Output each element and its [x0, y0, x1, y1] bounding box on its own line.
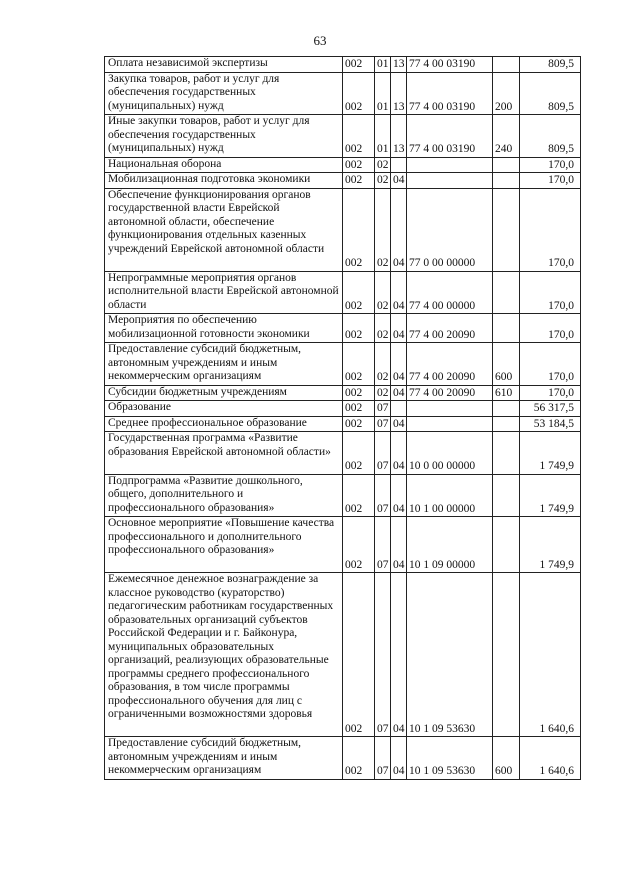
- expense-type-cell: 200: [493, 72, 520, 115]
- subsection-code-cell: 04: [391, 474, 407, 517]
- subsection-code-cell: 04: [391, 188, 407, 271]
- grbs-code-cell: 002: [343, 173, 375, 189]
- target-article-cell: 10 1 09 00000: [407, 517, 493, 573]
- section-code-cell: 07: [375, 573, 391, 737]
- row-name-cell: Ежемесячное денежное вознаграждение за классное руководство (кураторство) педагогическим работникам государственных образовательных организаций субъектов Российской Федерации и г. Байконура, муниципальных образовательных организаций, реализующих образовательные программы среднего профессионального образования, в том числе программы профессионального обучения для лиц с ограниченными возможностями здоровья: [105, 573, 343, 737]
- table-row: [105, 517, 581, 573]
- expense-type-cell: [493, 271, 520, 314]
- table-row: [105, 57, 581, 73]
- table-row: [105, 573, 581, 737]
- grbs-code-cell: 002: [343, 188, 375, 271]
- amount-cell: 170,0: [520, 314, 581, 343]
- table-row: [105, 72, 581, 115]
- target-article-cell: 77 4 00 03190: [407, 57, 493, 73]
- expense-type-cell: 240: [493, 115, 520, 158]
- amount-cell: 1 640,6: [520, 737, 581, 780]
- section-code-cell: 02: [375, 343, 391, 386]
- row-name-cell: Мобилизационная подготовка экономики: [105, 173, 343, 189]
- table-row: [105, 188, 581, 271]
- table-row: [105, 416, 581, 432]
- expense-type-cell: [493, 173, 520, 189]
- row-name-cell: Оплата независимой экспертизы: [105, 57, 343, 73]
- grbs-code-cell: 002: [343, 385, 375, 401]
- row-name-cell: Субсидии бюджетным учреждениям: [105, 385, 343, 401]
- grbs-code-cell: 002: [343, 474, 375, 517]
- row-name-cell: Предоставление субсидий бюджетным, автономным учреждениям и иным некоммерческим организациям: [105, 343, 343, 386]
- target-article-cell: 77 4 00 03190: [407, 72, 493, 115]
- amount-cell: 170,0: [520, 188, 581, 271]
- target-article-cell: 77 4 00 20090: [407, 385, 493, 401]
- amount-cell: 53 184,5: [520, 416, 581, 432]
- table-row: [105, 115, 581, 158]
- section-code-cell: 07: [375, 416, 391, 432]
- grbs-code-cell: 002: [343, 72, 375, 115]
- row-name-cell: Национальная оборона: [105, 157, 343, 173]
- row-name-cell: Образование: [105, 401, 343, 417]
- amount-cell: 809,5: [520, 115, 581, 158]
- grbs-code-cell: 002: [343, 432, 375, 475]
- row-name-cell: Непрограммные мероприятия органов исполнительной власти Еврейской автономной области: [105, 271, 343, 314]
- section-code-cell: 02: [375, 271, 391, 314]
- row-name-cell: Среднее профессиональное образование: [105, 416, 343, 432]
- page-number: 63: [313, 33, 327, 48]
- target-article-cell: 77 4 00 20090: [407, 343, 493, 386]
- subsection-code-cell: 04: [391, 432, 407, 475]
- row-name-cell: Обеспечение функционирования органов государственной власти Еврейской автономной области, обеспечение функционирования отдельных казенных учреждений Еврейской автономной области: [105, 188, 343, 271]
- target-article-cell: [407, 416, 493, 432]
- expense-type-cell: 610: [493, 385, 520, 401]
- grbs-code-cell: 002: [343, 343, 375, 386]
- section-code-cell: 02: [375, 314, 391, 343]
- subsection-code-cell: 04: [391, 271, 407, 314]
- amount-cell: 809,5: [520, 72, 581, 115]
- table-row: [105, 474, 581, 517]
- expense-type-cell: [493, 474, 520, 517]
- target-article-cell: 10 1 09 53630: [407, 573, 493, 737]
- amount-cell: 170,0: [520, 173, 581, 189]
- grbs-code-cell: 002: [343, 401, 375, 417]
- grbs-code-cell: 002: [343, 314, 375, 343]
- table-row: [105, 271, 581, 314]
- amount-cell: 170,0: [520, 157, 581, 173]
- table-row: [105, 432, 581, 475]
- subsection-code-cell: 04: [391, 385, 407, 401]
- target-article-cell: 77 0 00 00000: [407, 188, 493, 271]
- subsection-code-cell: 13: [391, 72, 407, 115]
- subsection-code-cell: 04: [391, 737, 407, 780]
- subsection-code-cell: [391, 401, 407, 417]
- section-code-cell: 02: [375, 188, 391, 271]
- grbs-code-cell: 002: [343, 416, 375, 432]
- row-name-cell: Подпрограмма «Развитие дошкольного, общего, дополнительного и профессионального образования»: [105, 474, 343, 517]
- subsection-code-cell: [391, 157, 407, 173]
- grbs-code-cell: 002: [343, 271, 375, 314]
- expense-type-cell: [493, 416, 520, 432]
- amount-cell: 170,0: [520, 271, 581, 314]
- expense-type-cell: [493, 188, 520, 271]
- target-article-cell: 10 0 00 00000: [407, 432, 493, 475]
- expense-type-cell: [493, 57, 520, 73]
- section-code-cell: 02: [375, 173, 391, 189]
- row-name-cell: Государственная программа «Развитие образования Еврейской автономной области»: [105, 432, 343, 475]
- expense-type-cell: 600: [493, 343, 520, 386]
- amount-cell: 170,0: [520, 385, 581, 401]
- section-code-cell: 02: [375, 157, 391, 173]
- target-article-cell: 77 4 00 03190: [407, 115, 493, 158]
- table-row: [105, 401, 581, 417]
- subsection-code-cell: 04: [391, 416, 407, 432]
- row-name-cell: Мероприятия по обеспечению мобилизационной готовности экономики: [105, 314, 343, 343]
- section-code-cell: 01: [375, 72, 391, 115]
- subsection-code-cell: 13: [391, 115, 407, 158]
- section-code-cell: 07: [375, 432, 391, 475]
- grbs-code-cell: 002: [343, 115, 375, 158]
- amount-cell: 56 317,5: [520, 401, 581, 417]
- subsection-code-cell: 04: [391, 343, 407, 386]
- amount-cell: 1 749,9: [520, 517, 581, 573]
- section-code-cell: 07: [375, 474, 391, 517]
- subsection-code-cell: 04: [391, 573, 407, 737]
- table-row: [105, 314, 581, 343]
- subsection-code-cell: 04: [391, 517, 407, 573]
- row-name-cell: Закупка товаров, работ и услуг для обеспечения государственных (муниципальных) нужд: [105, 72, 343, 115]
- table-row: [105, 343, 581, 386]
- grbs-code-cell: 002: [343, 573, 375, 737]
- table-row: [105, 385, 581, 401]
- target-article-cell: 10 1 09 53630: [407, 737, 493, 780]
- target-article-cell: [407, 157, 493, 173]
- target-article-cell: 77 4 00 20090: [407, 314, 493, 343]
- amount-cell: 170,0: [520, 343, 581, 386]
- row-name-cell: Предоставление субсидий бюджетным, автономным учреждениям и иным некоммерческим организациям: [105, 737, 343, 780]
- subsection-code-cell: 04: [391, 173, 407, 189]
- section-code-cell: 07: [375, 737, 391, 780]
- target-article-cell: [407, 401, 493, 417]
- amount-cell: 809,5: [520, 57, 581, 73]
- expense-type-cell: [493, 573, 520, 737]
- subsection-code-cell: 04: [391, 314, 407, 343]
- section-code-cell: 07: [375, 517, 391, 573]
- amount-cell: 1 749,9: [520, 432, 581, 475]
- expense-type-cell: [493, 517, 520, 573]
- amount-cell: 1 749,9: [520, 474, 581, 517]
- section-code-cell: 01: [375, 115, 391, 158]
- table-body: [105, 57, 581, 780]
- expense-type-cell: [493, 157, 520, 173]
- grbs-code-cell: 002: [343, 57, 375, 73]
- section-code-cell: 02: [375, 385, 391, 401]
- row-name-cell: Иные закупки товаров, работ и услуг для обеспечения государственных (муниципальных) нужд: [105, 115, 343, 158]
- target-article-cell: 77 4 00 00000: [407, 271, 493, 314]
- expense-type-cell: [493, 314, 520, 343]
- budget-table: [104, 56, 581, 780]
- table-row: [105, 173, 581, 189]
- grbs-code-cell: 002: [343, 517, 375, 573]
- section-code-cell: 01: [375, 57, 391, 73]
- target-article-cell: [407, 173, 493, 189]
- section-code-cell: 07: [375, 401, 391, 417]
- amount-cell: 1 640,6: [520, 573, 581, 737]
- row-name-cell: Основное мероприятие «Повышение качества профессионального и дополнительного профессионального образования»: [105, 517, 343, 573]
- grbs-code-cell: 002: [343, 157, 375, 173]
- expense-type-cell: 600: [493, 737, 520, 780]
- grbs-code-cell: 002: [343, 737, 375, 780]
- table-row: [105, 157, 581, 173]
- target-article-cell: 10 1 00 00000: [407, 474, 493, 517]
- subsection-code-cell: 13: [391, 57, 407, 73]
- expense-type-cell: [493, 401, 520, 417]
- expense-type-cell: [493, 432, 520, 475]
- table-row: [105, 737, 581, 780]
